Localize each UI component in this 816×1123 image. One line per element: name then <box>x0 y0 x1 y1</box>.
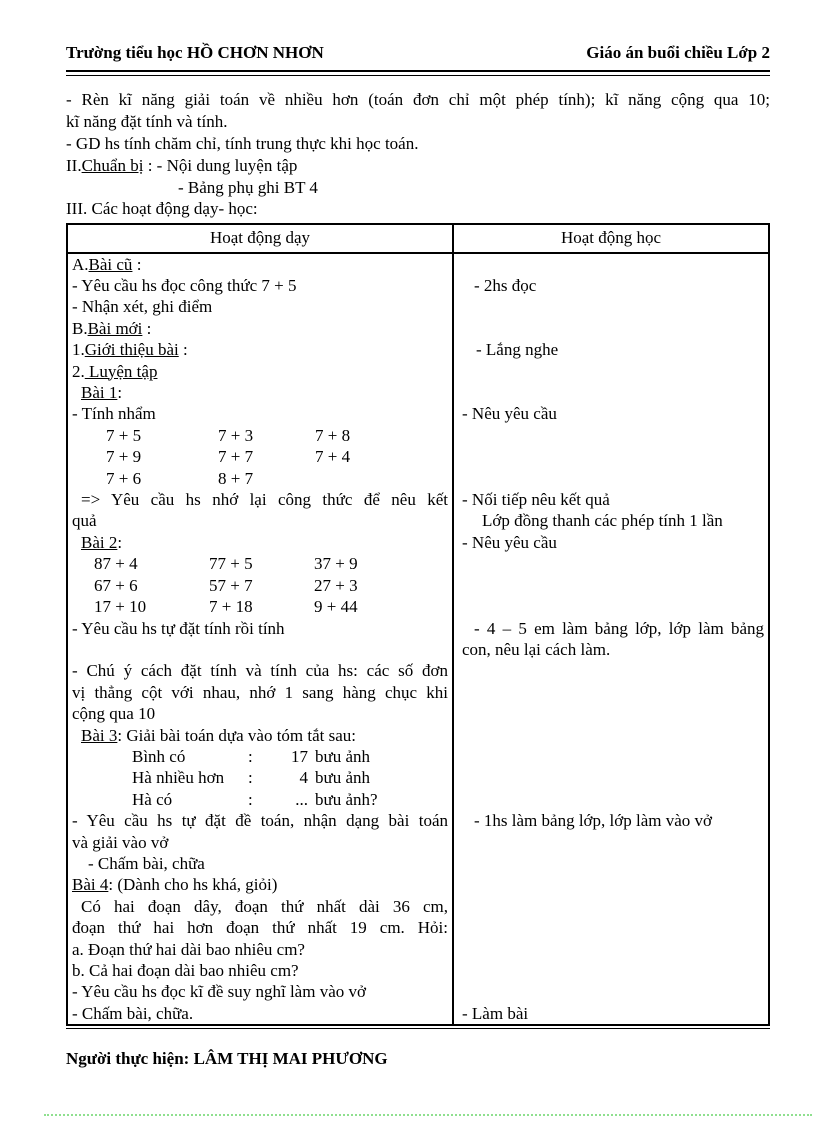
header-school-name: Trường tiểu học HỒ CHƠN NHƠN <box>66 43 324 62</box>
bai4-note: : (Dành cho hs khá, giỏi) <box>108 875 278 895</box>
row-bai2-sums-1-right <box>452 553 768 574</box>
bai-cu-colon: : <box>132 254 142 274</box>
sum-cell: 27 + 3 <box>314 575 358 595</box>
column-header-learning-label: Hoạt động học <box>560 228 662 248</box>
row-bai2-sums-2-right <box>452 575 768 596</box>
lam-bai-response: - Làm bài <box>462 1003 529 1023</box>
gioi-thieu-heading <box>72 339 448 360</box>
row-doc-ki-left <box>68 981 452 1002</box>
nho-lai-line-2: quả <box>72 511 97 531</box>
row-chu-y-left <box>68 660 452 724</box>
section-iii-heading: III. Các hoạt động dạy- học: <box>66 199 258 219</box>
dat-de-line-2: và giải vào vở <box>72 832 169 852</box>
row-bai4-problem-left <box>68 896 452 939</box>
bai-moi-colon: : <box>142 318 152 338</box>
sum-cell: 87 + 4 <box>94 554 138 574</box>
row-bai2-sums-3-left <box>68 596 452 617</box>
row-yeu-cau-doc-right <box>452 275 768 296</box>
tomtat-line-2 <box>72 767 448 788</box>
row-bai4-question-b-left <box>68 960 452 981</box>
bai1-heading <box>72 382 448 403</box>
bai1-sums-line-1 <box>72 425 448 446</box>
neu-yeu-cau-response-2: - Nêu yêu cầu <box>462 532 557 552</box>
bai-cu-heading <box>72 254 448 275</box>
row-gioi-thieu-left <box>68 339 452 360</box>
sum-cell: 37 + 9 <box>314 554 358 574</box>
cham-bai-text-1: - Chấm bài, chữa <box>88 853 205 873</box>
row-bai-cu-left <box>68 254 452 275</box>
bai1-sums-line-3 <box>72 468 448 489</box>
tomtat-label: Bình có <box>132 746 186 766</box>
column-header-teaching <box>68 225 452 253</box>
row-cham-bai-1-left <box>68 853 452 874</box>
row-bai1-right <box>452 382 768 403</box>
row-bai2-sums-3-right <box>452 596 768 617</box>
tomtat-number: ... <box>295 789 308 809</box>
header-class-info: Giáo án buổi chiều Lớp 2 <box>586 43 770 62</box>
header-double-rule <box>66 70 770 76</box>
row-bai1-sums-2-right <box>452 446 768 467</box>
page-bottom-dotted-rule <box>44 1114 812 1116</box>
bai4-title: Bài 4 <box>72 875 109 895</box>
gioi-thieu-title: Giới thiệu bài <box>84 340 179 360</box>
row-bai1-sums-3-right <box>452 468 768 489</box>
sum-cell: 17 + 10 <box>94 597 147 617</box>
section-ii-rest: : - Nội dung luyện tập <box>143 155 298 175</box>
tomtat-unit: bưu ảnh <box>315 746 371 766</box>
tomtat-number: 17 <box>291 746 308 766</box>
section-ii-title: Chuẩn bị <box>81 155 144 175</box>
row-luyen-tap-left <box>68 361 452 382</box>
sum-cell: 7 + 8 <box>315 425 351 445</box>
nho-lai-line-1: => Yêu cầu hs nhớ lại công thức để nêu kết <box>81 490 448 510</box>
row-tomtat-right <box>452 746 768 810</box>
row-bai1-sums-3-left <box>68 468 452 489</box>
row-nho-lai-left <box>68 489 452 532</box>
section-ii-line-2: - Bảng phụ ghi BT 4 <box>178 177 318 197</box>
activities-table <box>66 223 770 1026</box>
row-bai4-right <box>452 874 768 895</box>
chu-y-line-1: - Chú ý cách đặt tính và tính của hs: các số đơn <box>72 661 448 681</box>
tomtat-unit: bưu ảnh <box>315 768 371 788</box>
row-chu-y-right <box>452 660 768 724</box>
author-line <box>66 1048 770 1069</box>
row-bai4-question-b-right <box>452 960 768 981</box>
row-bai1-sums-1-right <box>452 425 768 446</box>
bai4-heading <box>72 874 448 895</box>
bai3-description: : Giải bài toán dựa vào tóm tắt sau: <box>117 725 357 745</box>
row-dat-de-right <box>452 810 768 853</box>
doc-ki-text: - Yêu cầu hs đọc kĩ đề suy nghĩ làm vào vở <box>72 982 366 1002</box>
row-bai1-left <box>68 382 452 403</box>
dat-de-line-1: - Yêu cầu hs tự đặt đề toán, nhận dạng bài toán <box>72 811 448 831</box>
bai3-heading <box>72 725 448 746</box>
dong-thanh-response: Lớp đồng thanh các phép tính 1 lần <box>482 511 723 531</box>
section-ii-number: II. <box>66 155 82 175</box>
dat-tinh-text: - Yêu cầu hs tự đặt tính rồi tính <box>72 618 285 638</box>
author-text: Người thực hiện: LÂM THỊ MAI PHƯƠNG <box>66 1049 388 1069</box>
row-tinh-nham-left <box>68 403 452 424</box>
bai-cu-prefix: A. <box>72 254 89 274</box>
bai2-heading <box>72 532 448 553</box>
row-bai4-left <box>68 874 452 895</box>
row-bai4-problem-right <box>452 896 768 939</box>
luyen-tap-heading <box>72 361 448 382</box>
lam-bang-response-line-1: - 4 – 5 em làm bảng lớp, lớp làm bảng <box>474 618 764 638</box>
sum-cell: 77 + 5 <box>209 554 253 574</box>
bai2-title: Bài 2 <box>81 532 118 552</box>
row-doc-ki-right <box>452 981 768 1002</box>
hs-doc-response: - 2hs đọc <box>474 276 537 295</box>
chu-y-line-2: vị thẳng cột với nhau, nhớ 1 sang hàng chục khi <box>72 682 448 702</box>
sum-cell: 8 + 7 <box>218 468 254 488</box>
tomtat-colon: : <box>248 746 253 766</box>
row-bai2-right <box>452 532 768 553</box>
row-cham-bai-2-right <box>452 1003 768 1024</box>
bai1-colon: : <box>117 383 123 403</box>
activities-table-wrapper <box>66 223 770 1029</box>
row-bai3-right <box>452 725 768 746</box>
row-bai3-left <box>68 725 452 746</box>
row-tomtat-left <box>68 746 452 810</box>
row-yeu-cau-doc-left <box>68 275 452 296</box>
column-header-teaching-label: Hoạt động dạy <box>209 228 311 248</box>
row-bai2-sums-2-left <box>68 575 452 596</box>
row-bai1-sums-2-left <box>68 446 452 467</box>
bai2-colon: : <box>117 532 123 552</box>
bai-moi-heading <box>72 318 448 339</box>
sum-cell: 7 + 9 <box>106 447 142 467</box>
bai3-title: Bài 3 <box>81 725 118 745</box>
sum-cell: 7 + 3 <box>218 425 254 445</box>
row-bai2-sums-1-left <box>68 553 452 574</box>
tomtat-label: Hà nhiều hơn <box>132 768 225 788</box>
row-bai-moi-left <box>68 318 452 339</box>
sum-cell: 67 + 6 <box>94 575 138 595</box>
tomtat-colon: : <box>248 768 253 788</box>
nhan-xet-text: - Nhận xét, ghi điểm <box>72 297 213 317</box>
sum-cell: 9 + 44 <box>314 597 358 617</box>
tomtat-colon: : <box>248 789 253 809</box>
bai4-question-b: b. Cả hai đoạn dài bao nhiêu cm? <box>72 961 299 980</box>
column-header-learning <box>452 225 768 253</box>
luyen-tap-title: Luyện tập <box>84 361 158 381</box>
tomtat-unit: bưu ảnh? <box>315 789 378 809</box>
sum-cell: 7 + 18 <box>209 597 253 617</box>
hs-lam-bang-response: - 1hs làm bảng lớp, lớp làm vào vở <box>474 811 713 831</box>
bai-moi-prefix: B. <box>72 318 88 338</box>
bai2-sums-line-3 <box>72 596 448 617</box>
bai4-question-a: a. Đoạn thứ hai dài bao nhiêu cm? <box>72 939 305 959</box>
intro-line-3: - GD hs tính chăm chỉ, tính trung thực khi học toán. <box>66 134 419 153</box>
row-dat-de-left <box>68 810 452 853</box>
sum-cell: 7 + 4 <box>315 447 351 467</box>
neu-yeu-cau-response-1: - Nêu yêu cầu <box>462 404 557 424</box>
sum-cell: 7 + 5 <box>106 425 142 445</box>
row-cham-bai-1-right <box>452 853 768 874</box>
row-nhan-xet-right <box>452 296 768 317</box>
bai4-problem-line-1: Có hai đoạn dây, đoạn thứ nhất dài 36 cm, <box>81 896 448 916</box>
bai2-sums-line-1 <box>72 553 448 574</box>
row-dat-tinh-right <box>452 618 768 661</box>
intro-line-2: kĩ năng đặt tính và tính. <box>66 112 228 132</box>
sum-cell: 7 + 6 <box>106 468 142 488</box>
yeu-cau-doc-text: - Yêu cầu hs đọc công thức 7 + 5 <box>72 276 297 295</box>
cham-bai-text-2: - Chấm bài, chữa. <box>72 1003 194 1023</box>
bai4-problem-line-2: đoạn thứ hai hơn đoạn thứ nhất 19 cm. Hỏi: <box>72 918 448 938</box>
row-nhan-xet-left <box>68 296 452 317</box>
tomtat-number: 4 <box>299 768 308 788</box>
tomtat-label: Hà có <box>132 789 173 809</box>
row-bai4-question-a-right <box>452 939 768 960</box>
row-dat-tinh-left <box>68 618 452 661</box>
row-bai2-left <box>68 532 452 553</box>
tomtat-line-3 <box>72 789 448 810</box>
lang-nghe-response: - Lắng nghe <box>476 340 559 360</box>
row-bai-moi-right <box>452 318 768 339</box>
bai-cu-title: Bài cũ <box>88 254 133 274</box>
row-luyen-tap-right <box>452 361 768 382</box>
tomtat-line-1 <box>72 746 448 767</box>
gioi-thieu-prefix: 1. <box>72 340 85 360</box>
row-gioi-thieu-right <box>452 339 768 360</box>
gioi-thieu-colon: : <box>178 340 188 360</box>
bai1-sums-line-2 <box>72 446 448 467</box>
luyen-tap-prefix: 2. <box>72 361 85 381</box>
bai1-title: Bài 1 <box>81 383 118 403</box>
row-cham-bai-2-left <box>68 1003 452 1024</box>
row-bai-cu-right <box>452 254 768 275</box>
row-nho-lai-right <box>452 489 768 532</box>
blank-line <box>72 639 448 660</box>
row-bai1-sums-1-left <box>68 425 452 446</box>
section-ii-heading <box>66 155 770 177</box>
row-bai4-question-a-left <box>68 939 452 960</box>
tinh-nham-text: - Tính nhẩm <box>72 404 156 424</box>
lam-bang-response-line-2: con, nêu lại cách làm. <box>462 639 611 659</box>
intro-line-1: - Rèn kĩ năng giải toán về nhiều hơn (toán đơn chỉ một phép tính); kĩ năng cộng qua 10; <box>66 90 770 110</box>
sum-cell: 7 + 7 <box>218 447 254 467</box>
page-content <box>66 0 770 1070</box>
bai2-sums-line-2 <box>72 575 448 596</box>
bai-moi-title: Bài mới <box>87 318 143 338</box>
noi-tiep-response: - Nối tiếp nêu kết quả <box>462 490 610 510</box>
row-tinh-nham-right <box>452 403 768 424</box>
sum-cell: 57 + 7 <box>209 575 253 595</box>
intro-section <box>66 89 770 220</box>
page-header <box>66 42 770 63</box>
chu-y-line-3: cộng qua 10 <box>72 704 156 724</box>
